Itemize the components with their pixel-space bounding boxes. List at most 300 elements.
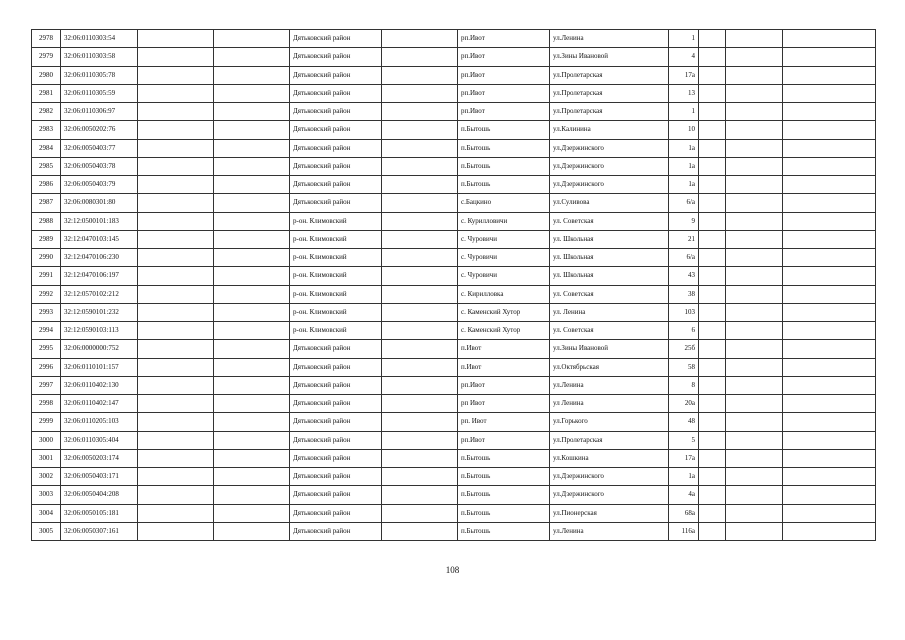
cadastral-number-cell: 32:06:0050403:77	[61, 139, 138, 157]
empty-cell	[699, 486, 726, 504]
row-number-cell: 2991	[32, 267, 61, 285]
empty-cell	[699, 522, 726, 540]
empty-cell	[726, 103, 783, 121]
row-number-cell: 2996	[32, 358, 61, 376]
table-row	[32, 48, 876, 66]
empty-cell	[726, 340, 783, 358]
table-row	[32, 212, 876, 230]
empty-cell	[382, 376, 458, 394]
empty-cell	[138, 66, 214, 84]
empty-cell	[138, 322, 214, 340]
empty-cell	[382, 449, 458, 467]
empty-cell	[138, 504, 214, 522]
cadastral-number-cell: 32:12:0500101:183	[61, 212, 138, 230]
table-row	[32, 449, 876, 467]
empty-cell	[382, 48, 458, 66]
empty-cell	[726, 486, 783, 504]
empty-cell	[138, 449, 214, 467]
empty-cell	[699, 504, 726, 522]
empty-cell	[138, 157, 214, 175]
empty-cell	[138, 486, 214, 504]
cadastral-number-cell: 32:06:0110101:157	[61, 358, 138, 376]
house-number-cell: 116а	[669, 522, 699, 540]
empty-cell	[382, 285, 458, 303]
empty-cell	[382, 30, 458, 48]
empty-cell	[783, 103, 876, 121]
street-cell: ул.Пролетарская	[550, 431, 669, 449]
empty-cell	[783, 395, 876, 413]
table-row	[32, 468, 876, 486]
empty-cell	[382, 66, 458, 84]
house-number-cell: 21	[669, 230, 699, 248]
empty-cell	[138, 395, 214, 413]
locality-cell: п.Бытошь	[458, 176, 550, 194]
empty-cell	[214, 194, 290, 212]
empty-cell	[726, 468, 783, 486]
table-row	[32, 522, 876, 540]
locality-cell: рп.Ивот	[458, 48, 550, 66]
street-cell: ул.Кошкина	[550, 449, 669, 467]
empty-cell	[214, 48, 290, 66]
street-cell: ул.Дзержинского	[550, 157, 669, 175]
street-cell: ул. Советская	[550, 285, 669, 303]
locality-cell: п.Ивот	[458, 340, 550, 358]
street-cell: ул.Дзержинского	[550, 486, 669, 504]
empty-cell	[382, 212, 458, 230]
cadastral-number-cell: 32:06:0050404:208	[61, 486, 138, 504]
empty-cell	[699, 449, 726, 467]
empty-cell	[138, 522, 214, 540]
locality-cell: п.Бытошь	[458, 522, 550, 540]
district-cell: Дятьковский район	[290, 103, 382, 121]
empty-cell	[783, 194, 876, 212]
house-number-cell: 6/а	[669, 249, 699, 267]
empty-cell	[382, 413, 458, 431]
cadastral-number-cell: 32:12:0570102:212	[61, 285, 138, 303]
cadastral-number-cell: 32:06:0050403:79	[61, 176, 138, 194]
district-cell: Дятьковский район	[290, 376, 382, 394]
empty-cell	[214, 376, 290, 394]
district-cell: Дятьковский район	[290, 84, 382, 102]
cadastral-number-cell: 32:12:0470106:197	[61, 267, 138, 285]
empty-cell	[783, 504, 876, 522]
empty-cell	[783, 121, 876, 139]
locality-cell: с. Курилловичи	[458, 212, 550, 230]
empty-cell	[382, 139, 458, 157]
row-number-cell: 2994	[32, 322, 61, 340]
empty-cell	[382, 267, 458, 285]
empty-cell	[783, 30, 876, 48]
house-number-cell: 68а	[669, 504, 699, 522]
house-number-cell: 9	[669, 212, 699, 230]
empty-cell	[783, 468, 876, 486]
row-number-cell: 2987	[32, 194, 61, 212]
empty-cell	[138, 303, 214, 321]
street-cell: ул.Суливова	[550, 194, 669, 212]
house-number-cell: 5	[669, 431, 699, 449]
house-number-cell: 20а	[669, 395, 699, 413]
empty-cell	[783, 486, 876, 504]
street-cell: ул. Школьная	[550, 249, 669, 267]
empty-cell	[382, 176, 458, 194]
district-cell: Дятьковский район	[290, 340, 382, 358]
district-cell: Дятьковский район	[290, 176, 382, 194]
empty-cell	[699, 431, 726, 449]
row-number-cell: 2978	[32, 30, 61, 48]
house-number-cell: 6	[669, 322, 699, 340]
table-row	[32, 267, 876, 285]
empty-cell	[726, 303, 783, 321]
empty-cell	[214, 285, 290, 303]
empty-cell	[699, 103, 726, 121]
row-number-cell: 3002	[32, 468, 61, 486]
house-number-cell: 8	[669, 376, 699, 394]
locality-cell: п.Бытошь	[458, 121, 550, 139]
empty-cell	[783, 358, 876, 376]
cadastral-number-cell: 32:12:0470103:145	[61, 230, 138, 248]
table-row	[32, 84, 876, 102]
row-number-cell: 2988	[32, 212, 61, 230]
street-cell: ул.Ленина	[550, 376, 669, 394]
district-cell: р-он. Климовский	[290, 249, 382, 267]
street-cell: ул.Зины Ивановой	[550, 340, 669, 358]
locality-cell: с. Чуровичи	[458, 267, 550, 285]
cadastral-number-cell: 32:06:0050403:78	[61, 157, 138, 175]
street-cell: ул. Школьная	[550, 230, 669, 248]
district-cell: Дятьковский район	[290, 358, 382, 376]
table-row	[32, 431, 876, 449]
row-number-cell: 2982	[32, 103, 61, 121]
table-row	[32, 139, 876, 157]
row-number-cell: 3000	[32, 431, 61, 449]
empty-cell	[214, 267, 290, 285]
house-number-cell: 13	[669, 84, 699, 102]
locality-cell: п.Бытошь	[458, 468, 550, 486]
street-cell: ул.Дзержинского	[550, 176, 669, 194]
empty-cell	[726, 449, 783, 467]
house-number-cell: 4а	[669, 486, 699, 504]
empty-cell	[214, 449, 290, 467]
table-row	[32, 358, 876, 376]
empty-cell	[699, 212, 726, 230]
empty-cell	[214, 486, 290, 504]
row-number-cell: 2995	[32, 340, 61, 358]
locality-cell: рп. Ивот	[458, 413, 550, 431]
empty-cell	[138, 176, 214, 194]
empty-cell	[699, 376, 726, 394]
empty-cell	[214, 103, 290, 121]
empty-cell	[726, 157, 783, 175]
empty-cell	[214, 230, 290, 248]
empty-cell	[726, 139, 783, 157]
house-number-cell: 1а	[669, 176, 699, 194]
empty-cell	[138, 267, 214, 285]
empty-cell	[382, 395, 458, 413]
district-cell: р-он. Климовский	[290, 322, 382, 340]
house-number-cell: 6/а	[669, 194, 699, 212]
street-cell: ул. Школьная	[550, 267, 669, 285]
empty-cell	[699, 194, 726, 212]
empty-cell	[382, 194, 458, 212]
empty-cell	[214, 504, 290, 522]
district-cell: Дятьковский район	[290, 395, 382, 413]
house-number-cell: 1	[669, 103, 699, 121]
row-number-cell: 2981	[32, 84, 61, 102]
table-row	[32, 322, 876, 340]
empty-cell	[138, 230, 214, 248]
district-cell: р-он. Климовский	[290, 212, 382, 230]
row-number-cell: 2984	[32, 139, 61, 157]
table-row	[32, 249, 876, 267]
empty-cell	[726, 66, 783, 84]
empty-cell	[214, 249, 290, 267]
table-row	[32, 395, 876, 413]
house-number-cell: 4	[669, 48, 699, 66]
cadastral-number-cell: 32:06:0110305:59	[61, 84, 138, 102]
empty-cell	[726, 395, 783, 413]
locality-cell: рп.Ивот	[458, 431, 550, 449]
locality-cell: с. Каменский Хутор	[458, 303, 550, 321]
locality-cell: рп.Ивот	[458, 84, 550, 102]
empty-cell	[783, 413, 876, 431]
row-number-cell: 2998	[32, 395, 61, 413]
empty-cell	[699, 340, 726, 358]
empty-cell	[726, 322, 783, 340]
cadastral-number-cell: 32:12:0590103:113	[61, 322, 138, 340]
empty-cell	[726, 121, 783, 139]
empty-cell	[699, 249, 726, 267]
empty-cell	[783, 139, 876, 157]
empty-cell	[783, 84, 876, 102]
locality-cell: п.Бытошь	[458, 449, 550, 467]
empty-cell	[726, 285, 783, 303]
empty-cell	[138, 30, 214, 48]
row-number-cell: 3004	[32, 504, 61, 522]
empty-cell	[382, 84, 458, 102]
empty-cell	[726, 212, 783, 230]
table-row	[32, 121, 876, 139]
street-cell: ул.Ленина	[550, 30, 669, 48]
empty-cell	[138, 413, 214, 431]
empty-cell	[138, 103, 214, 121]
empty-cell	[726, 230, 783, 248]
house-number-cell: 10	[669, 121, 699, 139]
cadastral-number-cell: 32:12:0590101:232	[61, 303, 138, 321]
house-number-cell: 1а	[669, 157, 699, 175]
district-cell: Дятьковский район	[290, 157, 382, 175]
empty-cell	[783, 340, 876, 358]
table-row	[32, 230, 876, 248]
empty-cell	[726, 194, 783, 212]
table-row	[32, 157, 876, 175]
district-cell: Дятьковский район	[290, 504, 382, 522]
empty-cell	[382, 468, 458, 486]
table-row	[32, 285, 876, 303]
street-cell: ул.Октябрьская	[550, 358, 669, 376]
empty-cell	[699, 303, 726, 321]
district-cell: Дятьковский район	[290, 194, 382, 212]
table-row	[32, 340, 876, 358]
locality-cell: рп.Ивот	[458, 103, 550, 121]
cadastral-number-cell: 32:06:0110303:58	[61, 48, 138, 66]
row-number-cell: 2999	[32, 413, 61, 431]
locality-cell: с.Бацкино	[458, 194, 550, 212]
empty-cell	[699, 322, 726, 340]
cadastral-number-cell: 32:06:0050307:161	[61, 522, 138, 540]
house-number-cell: 17а	[669, 449, 699, 467]
empty-cell	[726, 504, 783, 522]
empty-cell	[699, 230, 726, 248]
house-number-cell: 1	[669, 30, 699, 48]
empty-cell	[699, 66, 726, 84]
row-number-cell: 3005	[32, 522, 61, 540]
empty-cell	[382, 157, 458, 175]
empty-cell	[382, 522, 458, 540]
empty-cell	[138, 468, 214, 486]
empty-cell	[699, 176, 726, 194]
street-cell: ул.Дзержинского	[550, 139, 669, 157]
empty-cell	[138, 249, 214, 267]
empty-cell	[382, 103, 458, 121]
street-cell: ул.Пролетарская	[550, 84, 669, 102]
page-number: 108	[445, 565, 460, 575]
cadastral-number-cell: 32:06:0110305:78	[61, 66, 138, 84]
locality-cell: п.Бытошь	[458, 504, 550, 522]
registry-table-body	[32, 30, 876, 541]
empty-cell	[783, 303, 876, 321]
empty-cell	[783, 267, 876, 285]
row-number-cell: 2990	[32, 249, 61, 267]
empty-cell	[699, 358, 726, 376]
empty-cell	[699, 413, 726, 431]
district-cell: р-он. Климовский	[290, 267, 382, 285]
empty-cell	[783, 522, 876, 540]
registry-table	[31, 29, 876, 541]
empty-cell	[783, 48, 876, 66]
empty-cell	[382, 322, 458, 340]
row-number-cell: 2985	[32, 157, 61, 175]
empty-cell	[726, 522, 783, 540]
empty-cell	[699, 30, 726, 48]
empty-cell	[138, 139, 214, 157]
street-cell: ул. Советская	[550, 322, 669, 340]
empty-cell	[382, 504, 458, 522]
empty-cell	[726, 376, 783, 394]
empty-cell	[783, 285, 876, 303]
empty-cell	[382, 303, 458, 321]
row-number-cell: 3003	[32, 486, 61, 504]
house-number-cell: 17а	[669, 66, 699, 84]
locality-cell: п.Бытошь	[458, 157, 550, 175]
street-cell: ул Ленина	[550, 395, 669, 413]
house-number-cell: 43	[669, 267, 699, 285]
house-number-cell: 1а	[669, 468, 699, 486]
row-number-cell: 2989	[32, 230, 61, 248]
district-cell: Дятьковский район	[290, 431, 382, 449]
locality-cell: п.Бытошь	[458, 486, 550, 504]
row-number-cell: 2983	[32, 121, 61, 139]
empty-cell	[214, 176, 290, 194]
table-row	[32, 504, 876, 522]
empty-cell	[138, 285, 214, 303]
street-cell: ул.Дзержинского	[550, 468, 669, 486]
table-row	[32, 194, 876, 212]
house-number-cell: 25б	[669, 340, 699, 358]
row-number-cell: 2993	[32, 303, 61, 321]
empty-cell	[138, 212, 214, 230]
empty-cell	[783, 249, 876, 267]
street-cell: ул.Калинина	[550, 121, 669, 139]
empty-cell	[382, 358, 458, 376]
cadastral-number-cell: 32:06:0050105:181	[61, 504, 138, 522]
house-number-cell: 58	[669, 358, 699, 376]
row-number-cell: 2992	[32, 285, 61, 303]
locality-cell: рп Ивот	[458, 395, 550, 413]
empty-cell	[726, 413, 783, 431]
empty-cell	[138, 194, 214, 212]
empty-cell	[783, 157, 876, 175]
district-cell: Дятьковский район	[290, 48, 382, 66]
street-cell: ул.Ленина	[550, 522, 669, 540]
district-cell: Дятьковский район	[290, 139, 382, 157]
cadastral-number-cell: 32:06:0110402:147	[61, 395, 138, 413]
cadastral-number-cell: 32:06:0110303:54	[61, 30, 138, 48]
empty-cell	[699, 285, 726, 303]
cadastral-number-cell: 32:06:0000000:752	[61, 340, 138, 358]
empty-cell	[214, 358, 290, 376]
empty-cell	[699, 48, 726, 66]
empty-cell	[214, 157, 290, 175]
empty-cell	[783, 322, 876, 340]
empty-cell	[138, 376, 214, 394]
empty-cell	[699, 139, 726, 157]
empty-cell	[783, 176, 876, 194]
cadastral-number-cell: 32:12:0470106:230	[61, 249, 138, 267]
street-cell: ул. Ленина	[550, 303, 669, 321]
empty-cell	[214, 431, 290, 449]
district-cell: Дятьковский район	[290, 449, 382, 467]
locality-cell: рп.Ивот	[458, 376, 550, 394]
empty-cell	[214, 30, 290, 48]
street-cell: ул.Пионерская	[550, 504, 669, 522]
table-row	[32, 486, 876, 504]
empty-cell	[214, 121, 290, 139]
cadastral-number-cell: 32:06:0110305:404	[61, 431, 138, 449]
cadastral-number-cell: 32:06:0050202:76	[61, 121, 138, 139]
row-number-cell: 2980	[32, 66, 61, 84]
house-number-cell: 48	[669, 413, 699, 431]
empty-cell	[138, 48, 214, 66]
table-row	[32, 303, 876, 321]
empty-cell	[214, 468, 290, 486]
empty-cell	[783, 431, 876, 449]
cadastral-number-cell: 32:06:0080301:80	[61, 194, 138, 212]
cadastral-number-cell: 32:06:0110402:130	[61, 376, 138, 394]
empty-cell	[214, 322, 290, 340]
district-cell: р-он. Климовский	[290, 230, 382, 248]
empty-cell	[699, 395, 726, 413]
empty-cell	[214, 340, 290, 358]
empty-cell	[699, 267, 726, 285]
locality-cell: с. Кирилловка	[458, 285, 550, 303]
cadastral-number-cell: 32:06:0050403:171	[61, 468, 138, 486]
street-cell: ул.Зины Ивановой	[550, 48, 669, 66]
locality-cell: с. Чуровичи	[458, 230, 550, 248]
row-number-cell: 3001	[32, 449, 61, 467]
empty-cell	[382, 249, 458, 267]
district-cell: Дятьковский район	[290, 121, 382, 139]
empty-cell	[783, 230, 876, 248]
